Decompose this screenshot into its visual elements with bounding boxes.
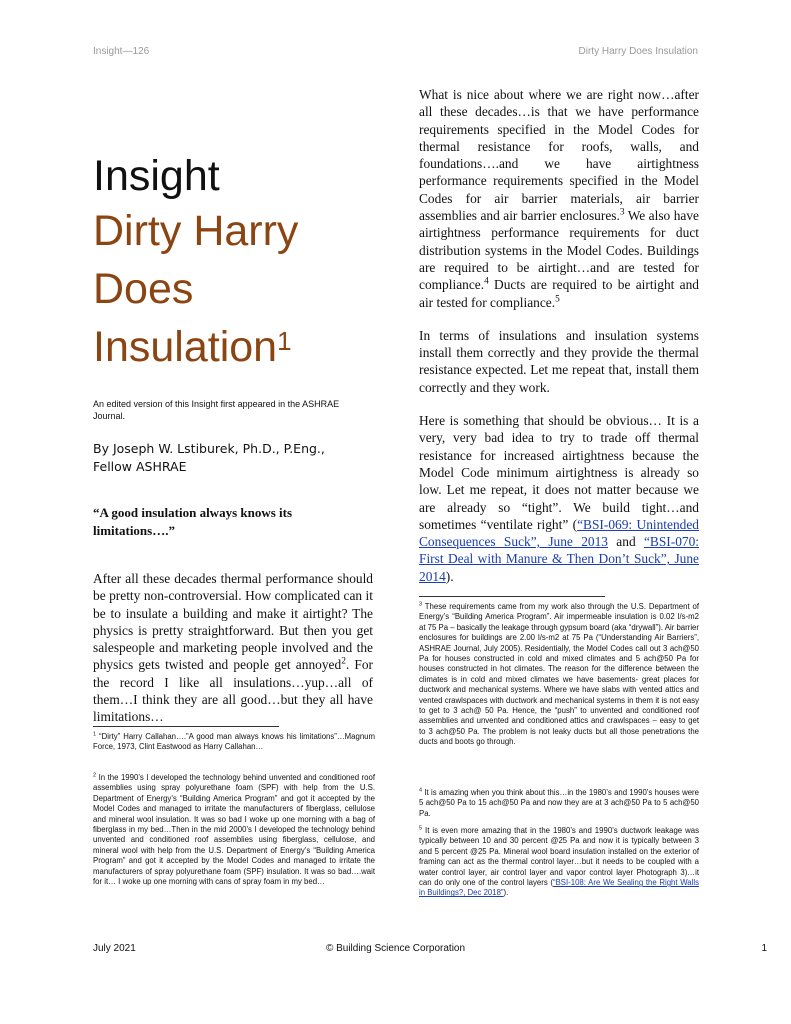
body-text: Here is something that should be obvious… It is a very, very bad idea to try to trade off thermal resistance for increased airtightness because the Model Code minimum airtightness is already so low. Let me repeat, it does not matter because we are already so “tight”. We build tight…and sometimes “ventilate right” ( <box>419 413 699 532</box>
body-text: After all these decades thermal performance should be pretty non-controversial. How complicated can it be to insulate a building and make it airtight? The physics is pretty straightforward. But then you get salespeople and marketing people involved and the physics gets twisted and people get annoyed <box>93 571 373 673</box>
article-title-line: Does <box>93 265 194 313</box>
article-title <box>93 202 393 376</box>
footer-date: July 2021 <box>93 943 136 954</box>
footnote-text: In the 1990’s I developed the technology behind unvented and conditioned roof assemblies using spray polyurethane foam (SPF) with help from the U.S. Department of Energy’s “Building America Program” and got it accepted by the Model Codes and managed to irritate the manufacturers of fiberglass, cellulose and mineral wool insulation. It was so bad I woke up one morning with a bag of fiberglass in my bed…Then in the mid 2000’s I developed the technology behind unvented and conditioned roof assemblies using fiberglass, cellulose, and mineral wool with help from the U.S. Department of Energy’s “Building America Program” and got it accepted by the Model Codes and managed to irritate the manufacturers of spray polyurethane foam (SPF) insulation. It was so bad….wait for it… I woke up one morning with cans of spray foam in my bed… <box>93 773 375 887</box>
body-text: We also have airtightness performance requirements for duct distribution systems in the Model Codes. Buildings are required to be airtight…and are tested for compliance. <box>419 208 699 293</box>
bsi-070-link[interactable]: “BSI-070: First Deal with Manure & Then Don’t Suck”, June 2014 <box>419 534 700 584</box>
footnote-4 <box>419 788 699 819</box>
body-paragraph <box>419 86 699 311</box>
bsi-108-link[interactable]: “BSI-108: Are We Sealing the Right Walls in Buildings?, Dec 2018” <box>419 878 699 898</box>
article-title-line: Dirty Harry <box>93 207 299 255</box>
footnote-divider <box>93 726 279 727</box>
footnote-number: 4 <box>419 787 423 794</box>
right-column <box>419 86 699 601</box>
footnote-2 <box>93 773 375 887</box>
footnote-ref[interactable]: 3 <box>619 207 625 218</box>
footnote-1 <box>93 732 375 753</box>
body-text: ). <box>445 568 454 584</box>
footnote-number: 3 <box>419 601 423 608</box>
series-title: Insight <box>93 152 220 200</box>
author-affiliation: Fellow ASHRAE <box>93 459 187 474</box>
footnote-ref[interactable]: 5 <box>555 294 560 305</box>
footnote-divider <box>419 596 605 597</box>
author: By Joseph W. Lstiburek, Ph.D., P.Eng., <box>93 441 325 456</box>
intro-paragraph <box>93 570 373 726</box>
body-text: Ducts are required to be airtight and air tested for compliance. <box>419 277 699 310</box>
footnote-5 <box>419 826 699 899</box>
bsi-069-link[interactable]: “BSI-069: Unintended Consequences Suck”, June 2013 <box>419 516 699 550</box>
footnote-text: These requirements came from my work also through the U.S. Department of Energy’s “Building America Program”. Air impermeable insulation is 0.02 l/s-m2 at 75 Pa – basically the leakage through gypsum board (aka “drywall”). Air barrier enclosures for buildings are 2.00 l/s-m2 at 75 Pa (“Understanding Air Barriers”, ASHRAE Journal, July 2005). Residentially, the Model Codes call out 3 ach@50 Pa for houses constructed in cold and mixed climates and 5 ach@50 Pa for houses constructed in hot climates. The reason for the difference between the climates is in cold and mixed climates we have basements- great places for ductwork and mechanical systems. Where we have slabs with vented attics and vented crawlspaces with ductwork and mechanical systems in them it is not easy to get to 3 ach@ 50 Pa. Hence, the “push” to unvented and conditioned roof assemblies and unvented and conditioned attics and crawlspaces – easy to get to 3 ach@50 Pa. The problem is not leaky ducts but all those penetrations the ducts and boots go through. <box>419 602 699 747</box>
footer-copyright: © Building Science Corporation <box>325 943 466 954</box>
running-header-right: Dirty Harry Does Insulation <box>578 46 698 57</box>
footnote-3 <box>419 602 699 748</box>
footnote-number: 1 <box>93 731 97 738</box>
footnote-text: “Dirty” Harry Callahan….”A good man always knows his limitations”…Magnum Force, 1973, Clint Eastwood as Harry Callahan… <box>93 732 375 752</box>
body-text: What is nice about where we are right now…after all these decades…is that we have performance requirements specified in the Model Codes for thermal resistance for roofs, walls, and foundations….and we have airtightness performance requirements specified in the Model Codes for air barrier materials, air barrier assemblies and air barrier enclosures. <box>419 87 699 224</box>
article-title-text: Insulation <box>93 323 278 371</box>
body-paragraph <box>419 412 699 585</box>
footnote-ref[interactable]: 2 <box>341 657 346 668</box>
footnote-ref[interactable]: 4 <box>484 276 489 287</box>
footnote-number: 2 <box>93 772 97 779</box>
footnote-number: 5 <box>419 825 423 832</box>
footnote-ref[interactable]: 1 <box>277 326 292 356</box>
edited-note: An edited version of this Insight first appeared in the ASHRAE Journal. <box>93 399 340 421</box>
body-text: and <box>607 534 644 550</box>
title-block <box>93 150 393 376</box>
body-text: . For the record I like all insulations…yup…all of them…I think they are all good…but they all have limitations… <box>93 657 373 725</box>
page-number: 1 <box>761 943 767 954</box>
epigraph-quote: “A good insulation always knows its limitations….” <box>93 505 293 538</box>
body-paragraph: In terms of insulations and insulation systems install them correctly and they provide the thermal resistance expected. Let me repeat that, install them correctly and they work. <box>419 327 699 395</box>
byline <box>93 440 363 476</box>
article-title-line <box>93 318 393 376</box>
footnote-text: It is amazing when you think about this…in the 1980’s and 1990’s houses were 5 ach@50 Pa to 15 ach@50 Pa and now they are at 3 ach@50 Pa to 5 ach@50 Pa. <box>419 788 699 818</box>
footnote-text: It is even more amazing that in the 1980’s and 1990’s ductwork leakage was typically between 10 and 30 percent @25 Pa and now it is typically between 3 and 5 percent @25 Pa. Mineral wool board insulation installed on the exterior of framing can act as the thermal control layer…but it needs to be coupled with a water control layer, air control layer and vapor control layer Photograph 3)…it can do only one of the control layers ( <box>419 826 699 888</box>
footnote-text: ). <box>503 888 509 898</box>
running-header-left: Insight—126 <box>93 46 150 57</box>
